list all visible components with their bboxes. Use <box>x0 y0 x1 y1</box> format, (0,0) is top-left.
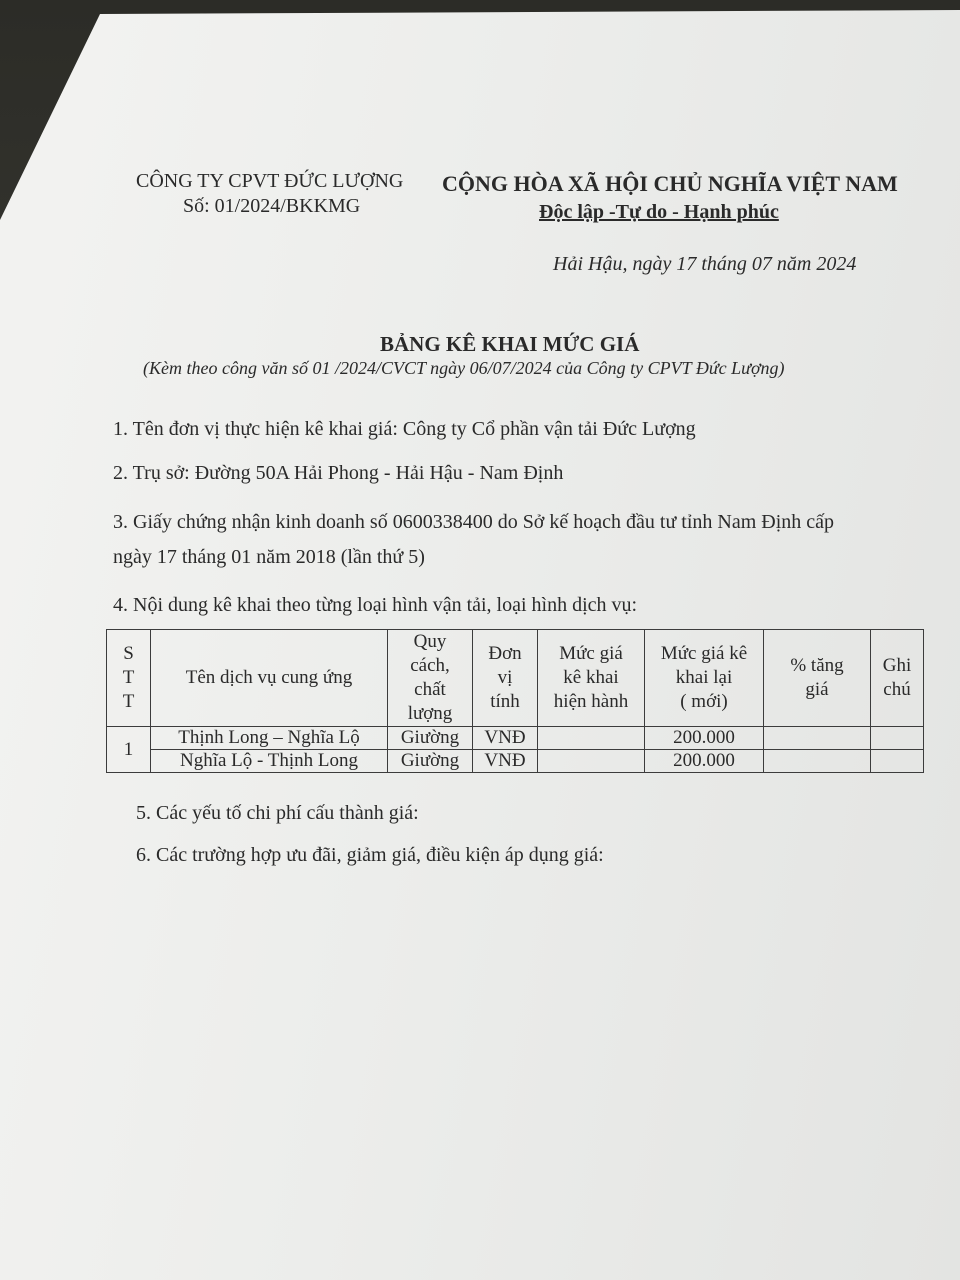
price-table <box>106 629 924 773</box>
header-service: Tên dịch vụ cung ứng <box>151 630 388 727</box>
cell-note <box>871 750 924 773</box>
header-current-price: Mức giá kê khai hiện hành <box>538 630 645 727</box>
cell-new-price: 200.000 <box>645 727 764 750</box>
item-3-continued: ngày 17 tháng 01 năm 2018 (lần thứ 5) <box>113 546 425 568</box>
cell-note <box>871 727 924 750</box>
cell-unit: VNĐ <box>473 727 538 750</box>
cell-increase <box>764 750 871 773</box>
table-row <box>107 727 924 750</box>
cell-current-price <box>538 750 645 773</box>
header-stt-line: S <box>123 643 134 664</box>
header-stt-line: T <box>122 667 135 688</box>
cell-unit: VNĐ <box>473 750 538 773</box>
item-3: 3. Giấy chứng nhận kinh doanh số 0600338400 do Sở kế hoạch đầu tư tỉnh Nam Định cấp <box>113 511 835 533</box>
cell-service: Nghĩa Lộ - Thịnh Long <box>151 750 388 773</box>
header-new-price: Mức giá kê khai lại ( mới) <box>645 630 764 727</box>
table-header-row <box>107 630 924 727</box>
cell-new-price: 200.000 <box>645 750 764 773</box>
cell-increase <box>764 727 871 750</box>
document-title: BẢNG KÊ KHAI MỨC GIÁ <box>380 332 640 356</box>
item-1: 1. Tên đơn vị thực hiện kê khai giá: Công ty Cổ phần vận tải Đức Lượng <box>113 418 696 440</box>
item-5: 5. Các yếu tố chi phí cấu thành giá: <box>136 802 419 824</box>
place-date: Hải Hậu, ngày 17 tháng 07 năm 2024 <box>553 253 857 275</box>
cell-spec: Giường <box>388 750 473 773</box>
item-6: 6. Các trường hợp ưu đãi, giảm giá, điều kiện áp dụng giá: <box>136 844 604 866</box>
header-increase: % tăng giá <box>764 630 871 727</box>
table-row <box>107 750 924 773</box>
company-name: CÔNG TY CPVT ĐỨC LƯỢNG <box>136 170 404 192</box>
document-subtitle: (Kèm theo công văn số 01 /2024/CVCT ngày 06/07/2024 của Công ty CPVT Đức Lượng) <box>143 358 785 378</box>
item-4: 4. Nội dung kê khai theo từng loại hình vận tải, loại hình dịch vụ: <box>113 594 638 616</box>
item-2: 2. Trụ sở: Đường 50A Hải Phong - Hải Hậu - Nam Định <box>113 462 564 484</box>
cell-service: Thịnh Long – Nghĩa Lộ <box>151 727 388 750</box>
document-number: Số: 01/2024/BKKMG <box>183 195 361 217</box>
cell-spec: Giường <box>388 727 473 750</box>
header-stt <box>107 630 151 727</box>
cell-current-price <box>538 727 645 750</box>
cell-stt: 1 <box>107 727 151 773</box>
national-motto: Độc lập -Tự do - Hạnh phúc <box>539 201 779 223</box>
header-note: Ghi chú <box>871 630 924 727</box>
header-stt-line: T <box>122 691 135 712</box>
header-spec: Quy cách, chất lượng <box>388 630 473 727</box>
national-title: CỘNG HÒA XÃ HỘI CHỦ NGHĨA VIỆT NAM <box>442 171 898 196</box>
header-unit: Đơn vị tính <box>473 630 538 727</box>
